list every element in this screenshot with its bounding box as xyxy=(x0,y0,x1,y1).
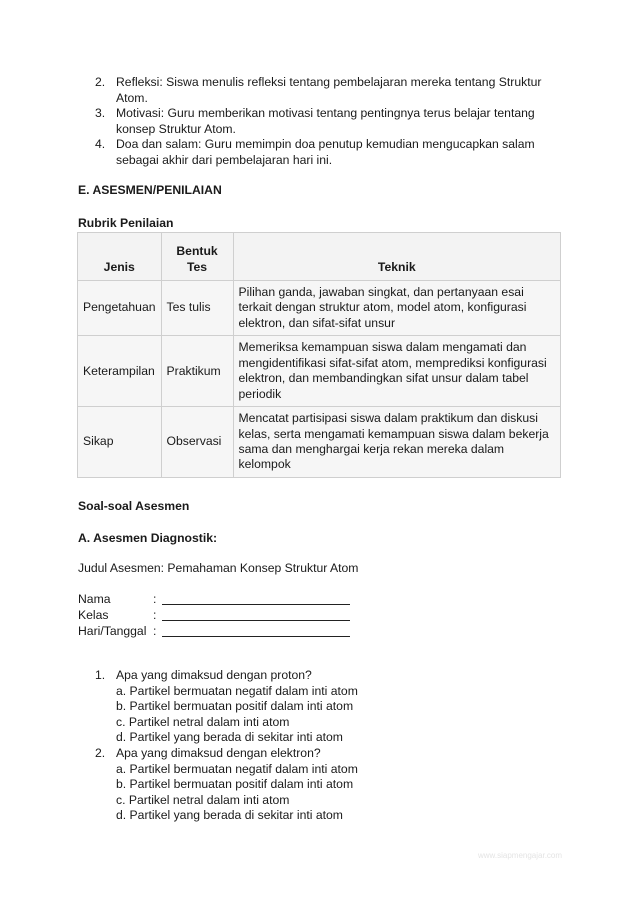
closing-steps-list xyxy=(95,75,545,169)
question-item: 1. Apa yang dimaksud dengan proton? a. Partikel bermuatan negatif dalam inti atom b. Partikel bermuatan positif dalam inti atom c. Partikel netral dalam inti atom d. Partikel yang berada di sekitar inti atom xyxy=(95,668,515,746)
column-header-jenis: Jenis xyxy=(78,233,162,281)
list-item-text: Doa dan salam: Guru memimpin doa penutup kemudian mengucapkan salam sebagai akhir dari pembelajaran hari ini. xyxy=(116,137,535,167)
answer-option: a. Partikel bermuatan negatif dalam inti atom xyxy=(116,761,358,776)
question-item: 2. Apa yang dimaksud dengan elektron? a. Partikel bermuatan negatif dalam inti atom b. Partikel bermuatan positif dalam inti atom c. Partikel netral dalam inti atom d. Partikel yang berada di sekitar inti atom xyxy=(95,746,515,824)
form-label-hari: Hari/Tanggal xyxy=(78,624,147,638)
list-item: 3. Motivasi: Guru memberikan motivasi tentang pentingnya terus belajar tentang konsep Struktur Atom. xyxy=(95,106,535,136)
list-item-text: Refleksi: Siswa menulis refleksi tentang pembelajaran mereka tentang Struktur Atom. xyxy=(116,75,542,105)
nama-blank-line[interactable] xyxy=(162,604,350,605)
table-row xyxy=(78,336,561,407)
list-item-text: Motivasi: Guru memberikan motivasi tentang pentingnya terus belajar tentang konsep Struktur Atom. xyxy=(116,106,535,136)
cell-teknik: Pilihan ganda, jawaban singkat, dan pertanyaan esai terkait dengan struktur atom, model atom, konfigurasi elektron, dan sifat-sifat unsur xyxy=(233,281,560,336)
cell-teknik: Memeriksa kemampuan siswa dalam mengamati dan mengidentifikasi sifat-sifat atom, memprediksi konfigurasi elektron, dan membandingkan sifat unsur dalam tabel periodik xyxy=(233,336,560,407)
kelas-blank-line[interactable] xyxy=(162,620,350,621)
answer-option: d. Partikel yang berada di sekitar inti atom xyxy=(116,730,343,745)
question-list xyxy=(95,668,515,824)
cell-teknik: Mencatat partisipasi siswa dalam praktikum dan diskusi kelas, serta mengamati kemampuan siswa dalam bekerja sama dan menghargai kerja rekan mereka dalam kelompok xyxy=(233,407,560,478)
answer-option: c. Partikel netral dalam inti atom xyxy=(116,714,290,729)
cell-bentuk: Tes tulis xyxy=(161,281,233,336)
table-header-row xyxy=(78,233,561,281)
table-row xyxy=(78,281,561,336)
table-row xyxy=(78,407,561,478)
question-text: Apa yang dimaksud dengan elektron? xyxy=(116,745,321,760)
rubric-title: Rubrik Penilaian xyxy=(78,216,174,230)
section-e-heading: E. ASESMEN/PENILAIAN xyxy=(78,183,222,197)
answer-option: d. Partikel yang berada di sekitar inti atom xyxy=(116,808,343,823)
column-header-bentuk: Bentuk Tes xyxy=(161,233,233,281)
cell-jenis: Sikap xyxy=(78,407,162,478)
soal-heading: Soal-soal Asesmen xyxy=(78,499,190,513)
cell-jenis: Keterampilan xyxy=(78,336,162,407)
cell-jenis: Pengetahuan xyxy=(78,281,162,336)
form-colon: : xyxy=(153,624,157,638)
form-colon: : xyxy=(153,592,157,606)
answer-option: c. Partikel netral dalam inti atom xyxy=(116,792,290,807)
form-label-kelas: Kelas xyxy=(78,608,109,622)
form-label-nama: Nama xyxy=(78,592,111,606)
watermark: www.siapmengajar.com xyxy=(478,851,563,860)
list-item: 2. Refleksi: Siswa menulis refleksi tentang pembelajaran mereka tentang Struktur Atom. xyxy=(95,75,542,105)
answer-option: a. Partikel bermuatan negatif dalam inti atom xyxy=(116,683,358,698)
column-header-teknik: Teknik xyxy=(233,233,560,281)
rubric-table xyxy=(77,232,561,478)
cell-bentuk: Observasi xyxy=(161,407,233,478)
answer-option: b. Partikel bermuatan positif dalam inti atom xyxy=(116,777,354,792)
list-item: 4. Doa dan salam: Guru memimpin doa penutup kemudian mengucapkan salam sebagai akhir dari pembelajaran hari ini. xyxy=(95,137,535,167)
assessment-title: Judul Asesmen: Pemahaman Konsep Struktur Atom xyxy=(78,561,359,575)
cell-bentuk: Praktikum xyxy=(161,336,233,407)
answer-option: b. Partikel bermuatan positif dalam inti atom xyxy=(116,699,354,714)
diagnostic-heading: A. Asesmen Diagnostik: xyxy=(78,531,218,545)
question-text: Apa yang dimaksud dengan proton? xyxy=(116,668,312,682)
form-colon: : xyxy=(153,608,157,622)
hari-blank-line[interactable] xyxy=(162,636,350,637)
